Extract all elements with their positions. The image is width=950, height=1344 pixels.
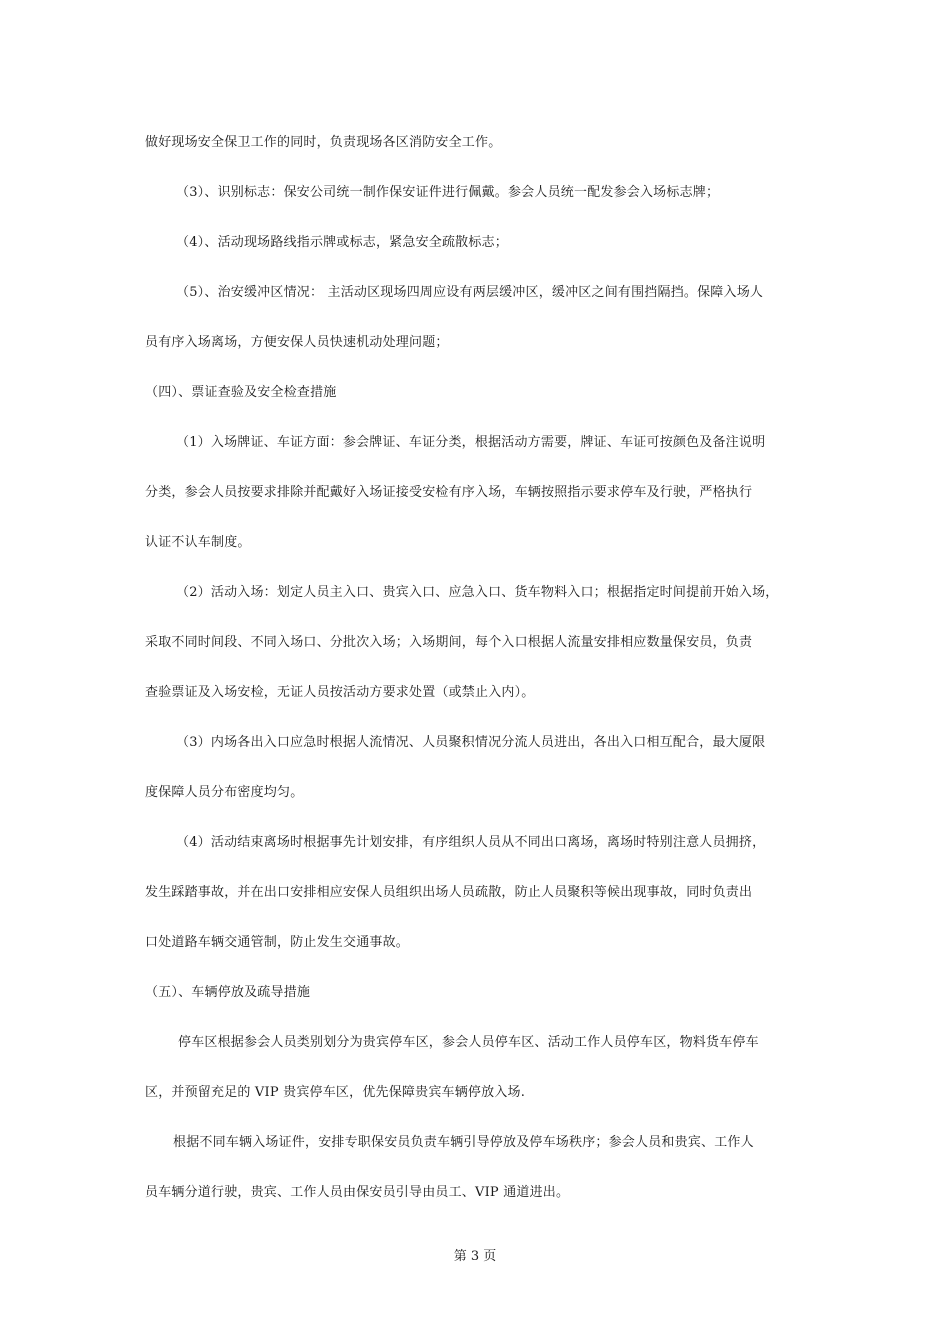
section-heading: （四）、票证查验及安全检查措施	[145, 385, 337, 400]
paragraph-line: 发生踩踏事故，并在出口安排相应安保人员组织出场人员疏散，防止人员聚积等候出现事故，同时负责出	[145, 885, 753, 900]
paragraph-line: 根据不同车辆入场证件，安排专职保安员负责车辆引导停放及停车场秩序；参会人员和贵宾、工作人	[173, 1135, 754, 1150]
paragraph-line: （4）活动结束离场时根据事先计划安排，有序组织人员从不同出口离场，离场时特别注意人员拥挤，	[176, 835, 766, 850]
paragraph-line: 区，并预留充足的 VIP 贵宾停车区，优先保障贵宾车辆停放入场.	[145, 1085, 526, 1100]
paragraph-line: 采取不同时间段、不同入场口、分批次入场；入场期间，每个入口根据人流量安排相应数量保安员，负责	[145, 635, 753, 650]
paragraph-line: （2）活动入场：划定人员主入口、贵宾入口、应急入口、货车物料入口；根据指定时间提前开始入场，	[176, 585, 779, 600]
paragraph-line: 认证不认车制度。	[145, 535, 251, 550]
paragraph-line: 口处道路车辆交通管制，防止发生交通事故。	[145, 935, 410, 950]
paragraph-line: 员有序入场离场，方便安保人员快速机动处理问题；	[145, 335, 449, 350]
paragraph-line: （1）入场牌证、车证方面：参会牌证、车证分类，根据活动方需要，牌证、车证可按颜色及备注说明	[176, 435, 766, 450]
paragraph-line: 做好现场安全保卫工作的同时，负责现场各区消防安全工作。	[145, 135, 502, 150]
paragraph-line: 度保障人员分布密度均匀。	[145, 785, 304, 800]
paragraph-line: （3）、识别标志：保安公司统一制作保安证件进行佩戴。参会人员统一配发参会入场标志牌；	[176, 185, 720, 200]
paragraph-line: 分类，参会人员按要求排除并配戴好入场证接受安检有序入场，车辆按照指示要求停车及行驶，严格执行	[145, 485, 753, 500]
paragraph-line: 员车辆分道行驶，贵宾、工作人员由保安员引导由员工、VIP 通道进出。	[145, 1185, 570, 1200]
paragraph-line: （4）、活动现场路线指示牌或标志，紧急安全疏散标志；	[176, 235, 508, 250]
page-number: 第 3 页	[453, 1249, 497, 1264]
paragraph-line: 停车区根据参会人员类别划分为贵宾停车区，参会人员停车区、活动工作人员停车区，物料货车停车	[178, 1035, 759, 1050]
paragraph-line: 查验票证及入场安检，无证人员按活动方要求处置（或禁止入内）。	[145, 685, 535, 700]
paragraph-line: （5）、治安缓冲区情况： 主活动区现场四周应设有两层缓冲区，缓冲区之间有围挡隔挡。保障入场人	[176, 285, 764, 300]
section-heading: （五）、车辆停放及疏导措施	[145, 985, 311, 1000]
paragraph-line: （3）内场各出入口应急时根据人流情况、人员聚积情况分流人员进出，各出入口相互配合，最大厦限	[176, 735, 766, 750]
